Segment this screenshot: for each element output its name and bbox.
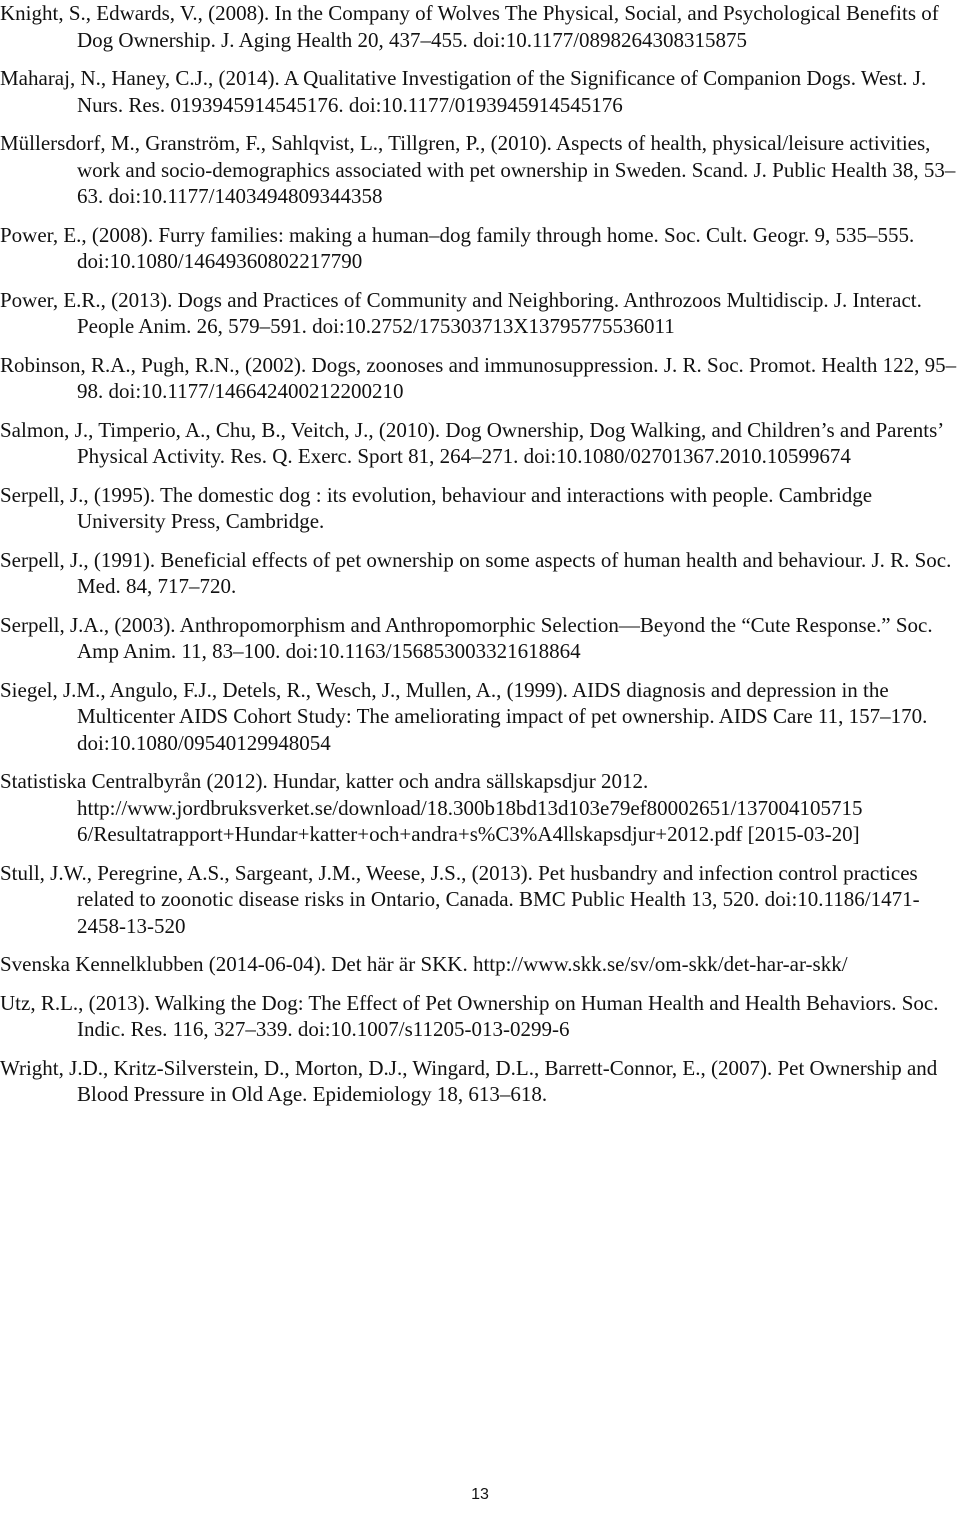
reference-siegel-1999: Siegel, J.M., Angulo, F.J., Detels, R., Wesch, J., Mullen, A., (1999). AIDS diagnosis and depression in the Multicenter AIDS Cohort Study: The ameliorating impact of pet ownership. AIDS Care 11, 157–170. doi:10.1080/09540129948054 xyxy=(0,677,928,755)
reference-statistiska-centralbyran-2012 xyxy=(0,768,958,848)
reference-salmon-2010: Salmon, J., Timperio, A., Chu, B., Veitch, J., (2010). Dog Ownership, Dog Walking, and Children’s and Parents’ Physical Activity. Res. Q. Exerc. Sport 81, 264–271. doi:10.1080/02701367.2010.10599674 xyxy=(0,417,943,468)
reference-wright-2007: Wright, J.D., Kritz-Silverstein, D., Morton, D.J., Wingard, D.L., Barrett-Connor, E., (2007). Pet Ownership and Blood Pressure in Old Age. Epidemiology 18, 613–618. xyxy=(0,1055,938,1106)
reference-url-line-1[interactable]: http://www.jordbruksverket.se/download/18.300b18bd13d103e79ef80002651/137004105715 xyxy=(77,795,863,820)
reference-robinson-2002: Robinson, R.A., Pugh, R.N., (2002). Dogs, zoonoses and immunosuppression. J. R. Soc. Promot. Health 122, 95–98. doi:10.1177/146642400212200210 xyxy=(0,352,957,403)
reference-text: Statistiska Centralbyrån (2012). Hundar, katter och andra sällskapsdjur 2012. xyxy=(0,769,649,793)
reference-mullersdorf-2010: Müllersdorf, M., Granström, F., Sahlqvist, L., Tillgren, P., (2010). Aspects of health, physical/leisure activities, work and socio-demographics associated with pet ownership in Sweden. Scand. J. Public Health 38, 53–63. doi:10.1177/1403494809344358 xyxy=(0,131,956,208)
reference-knight-2008: Knight, S., Edwards, V., (2008). In the Company of Wolves The Physical, Social, and Psychological Benefits of Dog Ownership. J. Aging Health 20, 437–455. doi:10.1177/0898264308315875 xyxy=(0,1,939,52)
reference-serpell-2003: Serpell, J.A., (2003). Anthropomorphism and Anthropomorphic Selection—Beyond the “Cute Response.” Soc. Amp Anim. 11, 83–100. doi:10.1163/156853003321618864 xyxy=(0,612,933,663)
reference-stull-2013: Stull, J.W., Peregrine, A.S., Sargeant, J.M., Weese, J.S., (2013). Pet husbandry and infection control practices related to zoonotic disease risks in Ontario, Canada. BMC Public Health 13, 520. doi:10.1186/1471-2458-13-520 xyxy=(0,860,920,938)
reference-power-2013: Power, E.R., (2013). Dogs and Practices of Community and Neighboring. Anthrozoos Multidiscip. J. Interact. People Anim. 26, 579–591. doi:10.2752/175303713X13795775536011 xyxy=(0,287,922,338)
reference-serpell-1991: Serpell, J., (1991). Beneficial effects of pet ownership on some aspects of human health and behaviour. J. R. Soc. Med. 84, 717–720. xyxy=(0,547,952,598)
reference-power-2008: Power, E., (2008). Furry families: making a human–dog family through home. Soc. Cult. Geogr. 9, 535–555. doi:10.1080/14649360802217790 xyxy=(0,222,915,273)
page-number: 13 xyxy=(471,1486,489,1503)
reference-url-line-2[interactable]: 6/Resultatrapport+Hundar+katter+och+andra+s%C3%A4llskapsdjur+2012.pdf [2015-03-20] xyxy=(77,822,860,846)
reference-utz-2013: Utz, R.L., (2013). Walking the Dog: The Effect of Pet Ownership on Human Health and Health Behaviors. Soc. Indic. Res. 116, 327–339. doi:10.1007/s11205-013-0299-6 xyxy=(0,990,939,1041)
reference-serpell-1995: Serpell, J., (1995). The domestic dog : its evolution, behaviour and interactions with people. Cambridge University Press, Cambridge. xyxy=(0,482,873,533)
reference-maharaj-2014: Maharaj, N., Haney, C.J., (2014). A Qualitative Investigation of the Significance of Companion Dogs. West. J. Nurs. Res. 0193945914545176. doi:10.1177/0193945914545176 xyxy=(0,66,927,117)
reference-svenska-kennelklubben-2014: Svenska Kennelklubben (2014-06-04). Det här är SKK. http://www.skk.se/sv/om-skk/det-har-ar-skk/ xyxy=(0,952,848,976)
